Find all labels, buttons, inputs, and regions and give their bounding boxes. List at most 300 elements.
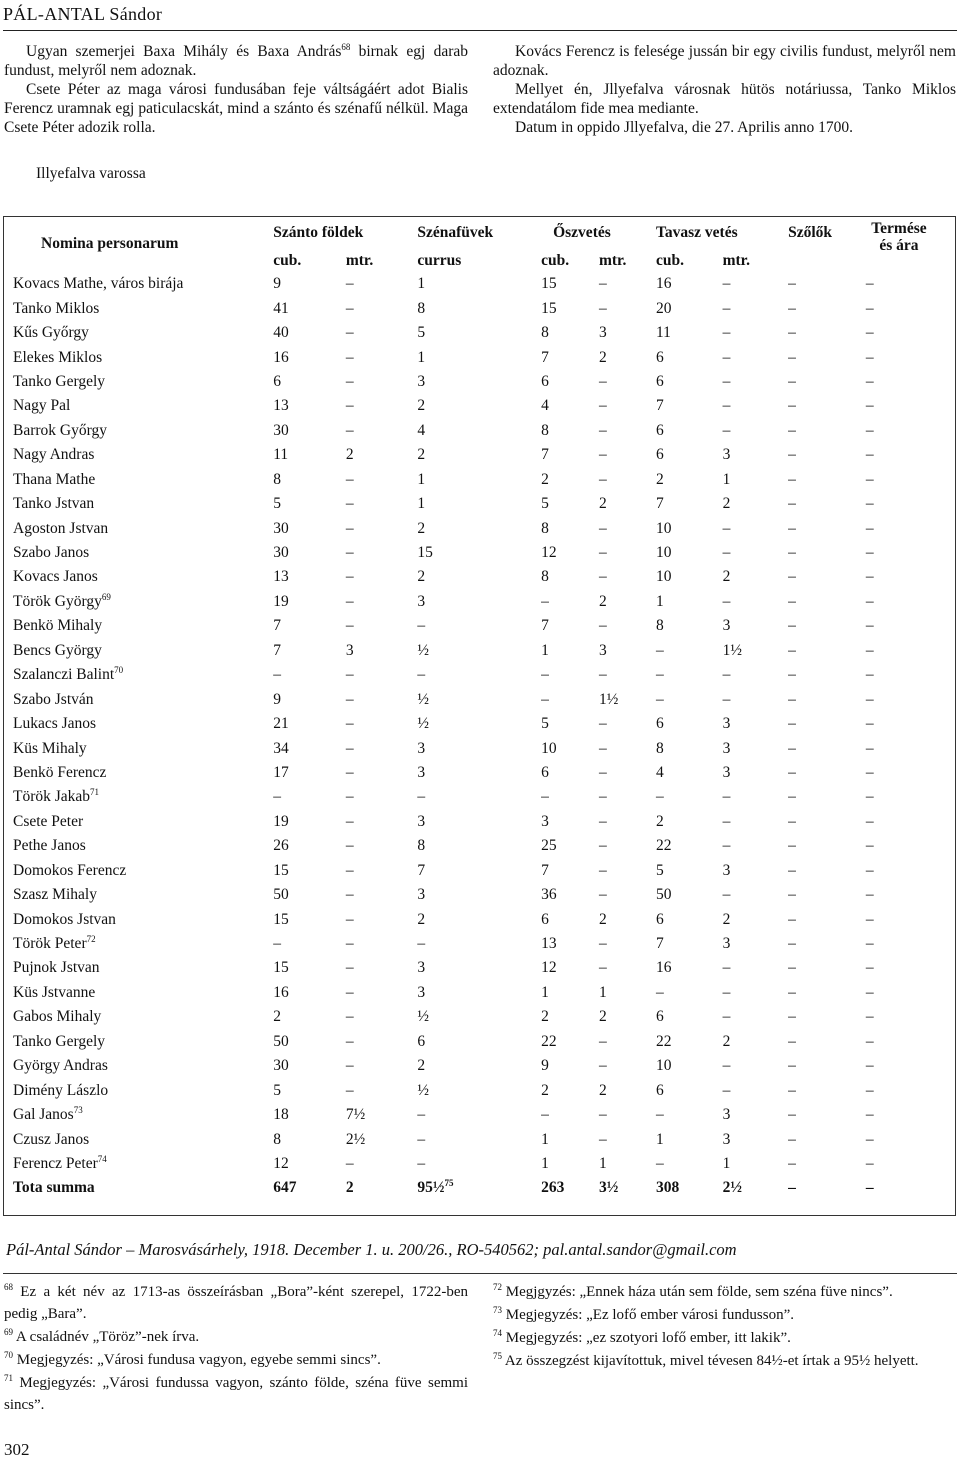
- table-cell: –: [865, 763, 874, 781]
- person-name: [3, 1030, 263, 1054]
- table-row: [3, 1030, 956, 1054]
- table-cell: –: [788, 568, 796, 586]
- table-cell: –: [655, 1154, 664, 1172]
- table-cell: –: [865, 1130, 874, 1148]
- table-cell: 2: [417, 910, 426, 928]
- table-cell: –: [345, 568, 354, 586]
- table-cell: 8: [417, 299, 426, 317]
- person-name: [3, 590, 263, 614]
- person-name: [3, 272, 263, 296]
- table-cell: –: [417, 788, 426, 806]
- table-cell: 25: [541, 837, 557, 855]
- table-cell: –: [865, 1057, 874, 1075]
- table-cell: 3: [598, 324, 607, 342]
- table-cell: –: [655, 788, 664, 806]
- table-cell: 22: [655, 837, 672, 855]
- table-cell: –: [788, 1081, 796, 1099]
- subheader-cell: currus: [417, 252, 462, 269]
- table-cell: –: [722, 666, 731, 684]
- table-row: [3, 370, 956, 394]
- header-szolok: Szőlők: [788, 224, 833, 241]
- table-cell: –: [788, 715, 796, 733]
- person-name-text: Agoston Jstvan: [13, 519, 109, 537]
- table-cell: 3: [722, 1106, 731, 1124]
- person-name: [3, 932, 263, 956]
- table-cell: 2: [417, 1057, 426, 1075]
- footnote: [4, 1372, 468, 1416]
- table-cell: –: [788, 397, 796, 415]
- table-cell: –: [865, 1154, 874, 1172]
- footnote-number: 73: [493, 1305, 502, 1315]
- table-cell: –: [788, 739, 796, 757]
- footnote: [4, 1326, 468, 1348]
- table-cell: –: [865, 1106, 874, 1124]
- table-cell: 2: [655, 470, 664, 488]
- table-cell: 15: [273, 861, 289, 879]
- table-row: [3, 1103, 956, 1127]
- table-cell: –: [788, 421, 796, 439]
- table-cell: –: [655, 983, 664, 1001]
- table-cell: 26: [273, 837, 289, 855]
- table-cell: –: [598, 788, 607, 806]
- table-cell: 11: [655, 324, 671, 342]
- table-cell: –: [655, 641, 664, 659]
- table-cell: –: [598, 275, 607, 293]
- table-cell: –: [598, 959, 607, 977]
- table-cell: 15: [541, 275, 557, 293]
- table-cell: 5: [541, 715, 549, 733]
- total-value: 95½: [417, 1179, 445, 1197]
- table-cell: 2: [273, 1008, 281, 1026]
- table-cell: ½: [417, 715, 430, 733]
- table-cell: 2: [345, 446, 354, 464]
- total-value: 2½: [722, 1179, 742, 1197]
- table-header-row: [3, 216, 956, 250]
- table-cell: 4: [541, 397, 549, 415]
- person-name: [3, 419, 263, 443]
- table-cell: –: [865, 275, 874, 293]
- table-cell: 50: [655, 886, 672, 904]
- person-name: [3, 834, 263, 858]
- footnote-number: 72: [493, 1282, 502, 1292]
- table-cell: –: [788, 959, 796, 977]
- table-cell: 22: [655, 1032, 672, 1050]
- footnote-number: 68: [4, 1282, 13, 1292]
- table-cell: 2: [598, 495, 607, 513]
- person-name-text: Küs Jstvanne: [13, 983, 96, 1001]
- table-cell: 6: [655, 715, 664, 733]
- table-cell: 2: [598, 910, 607, 928]
- table-cell: –: [788, 299, 796, 317]
- table-cell: –: [788, 861, 796, 879]
- table-cell: –: [788, 1008, 796, 1026]
- table-cell: 3: [722, 935, 731, 953]
- table-cell: 7: [655, 495, 664, 513]
- table-cell: –: [865, 861, 874, 879]
- person-name: [3, 663, 263, 687]
- table-cell: –: [598, 372, 607, 390]
- table-cell: 3: [722, 1130, 731, 1148]
- table-cell: 4: [417, 421, 426, 439]
- subheader-cell: cub.: [273, 252, 302, 269]
- table-cell: 20: [655, 299, 672, 317]
- table-row: [3, 1005, 956, 1029]
- table-cell: 2: [722, 495, 731, 513]
- table-cell: –: [598, 812, 607, 830]
- table-cell: –: [598, 470, 607, 488]
- table-row: [3, 516, 956, 540]
- person-name-text: Szabo Janos: [13, 544, 90, 562]
- table-cell: –: [345, 275, 354, 293]
- table-cell: 10: [655, 519, 672, 537]
- running-header: [3, 0, 957, 31]
- left-paragraph: [4, 42, 468, 137]
- paragraph-text: Ugyan szemerjei Baxa Mihály és Baxa András: [26, 43, 342, 60]
- table-cell: –: [788, 666, 796, 684]
- table-cell: 8: [273, 1130, 281, 1148]
- table-cell: 10: [541, 739, 557, 757]
- table-cell: –: [865, 421, 874, 439]
- footnote-ref: 73: [73, 1104, 83, 1115]
- table-cell: –: [417, 1106, 426, 1124]
- table-cell: 21: [273, 715, 289, 733]
- table-cell: 30: [273, 1057, 289, 1075]
- table-cell: –: [598, 299, 607, 317]
- total-cell: [589, 1176, 646, 1200]
- table-cell: –: [345, 544, 354, 562]
- table-cell: 6: [655, 1081, 664, 1099]
- person-name: [3, 468, 263, 492]
- table-cell: 16: [273, 983, 289, 1001]
- table-cell: –: [345, 1032, 354, 1050]
- total-row: [3, 1176, 956, 1200]
- person-name: [3, 1005, 263, 1029]
- table-cell: –: [345, 812, 354, 830]
- table-cell: 12: [273, 1154, 289, 1172]
- table-row: [3, 712, 956, 736]
- total-value: 308: [655, 1179, 680, 1197]
- table-cell: 10: [655, 568, 672, 586]
- person-name-text: Barrok Győrgy: [13, 421, 107, 439]
- table-cell: 1: [541, 1130, 549, 1148]
- table-cell: –: [865, 641, 874, 659]
- table-cell: –: [345, 886, 354, 904]
- table-cell: –: [788, 372, 796, 390]
- person-name-text: Ferencz Peter: [13, 1154, 98, 1172]
- table-cell: 2: [655, 812, 664, 830]
- table-cell: –: [345, 983, 354, 1001]
- table-cell: –: [865, 1008, 874, 1026]
- table-row: [3, 883, 956, 907]
- table-cell: 22: [541, 1032, 557, 1050]
- table-cell: –: [865, 470, 874, 488]
- table-cell: –: [345, 1154, 354, 1172]
- table-cell: 5: [541, 495, 549, 513]
- table-cell: 2: [598, 348, 607, 366]
- table-row: [3, 394, 956, 418]
- total-cell: [646, 1176, 713, 1200]
- footnote-text: A családnév „Töröz”-nek írva.: [13, 1329, 200, 1345]
- table-cell: 13: [273, 397, 289, 415]
- table-row: [3, 345, 956, 369]
- table-cell: 6: [541, 763, 549, 781]
- table-cell: –: [788, 495, 796, 513]
- table-cell: 3: [417, 812, 426, 830]
- table-row: [3, 663, 956, 687]
- table-cell: –: [865, 739, 874, 757]
- table-cell: –: [598, 715, 607, 733]
- person-name: [3, 981, 263, 1005]
- person-name-text: Csete Peter: [13, 812, 84, 830]
- table-cell: –: [598, 617, 607, 635]
- footnote-text: Megjegyzés: „Városi fundusa vagyon, egyebe semmi sincs”.: [13, 1352, 381, 1368]
- table-row: [3, 321, 956, 345]
- table-cell: –: [417, 666, 426, 684]
- table-cell: –: [722, 275, 731, 293]
- person-name: [3, 370, 263, 394]
- table-cell: 6: [655, 372, 664, 390]
- person-name: [3, 736, 263, 760]
- total-value: 2: [345, 1179, 354, 1197]
- person-name-text: Czusz Janos: [13, 1130, 90, 1148]
- table-cell: –: [273, 935, 281, 953]
- person-name-text: Gal Janos: [13, 1106, 74, 1124]
- table-cell: –: [788, 1106, 796, 1124]
- table-cell: 8: [655, 617, 664, 635]
- total-cell: [531, 1176, 589, 1200]
- table-row: [3, 614, 956, 638]
- table-cell: –: [722, 837, 731, 855]
- person-name: [3, 1054, 263, 1078]
- table-cell: –: [788, 1130, 796, 1148]
- person-name: [3, 1078, 263, 1102]
- table-cell: –: [598, 544, 607, 562]
- person-name-text: Pethe Janos: [13, 837, 86, 855]
- table-cell: 1: [417, 348, 426, 366]
- table-cell: 16: [655, 959, 672, 977]
- person-name: [3, 394, 263, 418]
- table-cell: –: [598, 666, 607, 684]
- table-cell: 12: [541, 959, 557, 977]
- table-cell: ½: [417, 1081, 430, 1099]
- table-cell: –: [788, 763, 796, 781]
- total-value: 3½: [598, 1179, 619, 1197]
- table-cell: –: [345, 372, 354, 390]
- person-name-text: Bencs György: [13, 641, 102, 659]
- total-cell: [713, 1176, 779, 1200]
- table-cell: –: [345, 861, 354, 879]
- table-cell: 10: [655, 544, 672, 562]
- table-cell: –: [865, 617, 874, 635]
- right-paragraph: [493, 42, 956, 137]
- table-cell: 3: [722, 617, 731, 635]
- table-cell: 41: [273, 299, 289, 317]
- person-name: [3, 639, 263, 663]
- table-cell: 18: [273, 1106, 289, 1124]
- table-cell: 1: [598, 1154, 607, 1172]
- table-cell: 1: [655, 1130, 664, 1148]
- left-paragraph-line: [4, 42, 468, 80]
- table-cell: 9: [273, 690, 281, 708]
- table-cell: –: [345, 299, 354, 317]
- footnote: [493, 1327, 956, 1349]
- table-cell: –: [722, 690, 731, 708]
- table-cell: –: [788, 446, 796, 464]
- table-cell: –: [345, 617, 354, 635]
- table-cell: –: [722, 544, 731, 562]
- person-name-text: Benkö Ferencz: [13, 763, 107, 781]
- table-cell: –: [345, 592, 354, 610]
- table-row: [3, 1152, 956, 1176]
- table-cell: –: [598, 446, 607, 464]
- table-cell: –: [865, 812, 874, 830]
- person-name: [3, 1103, 263, 1127]
- table-row: [3, 272, 956, 296]
- table-cell: –: [345, 495, 354, 513]
- table-cell: 1: [417, 495, 426, 513]
- table-cell: 15: [273, 959, 289, 977]
- table-cell: –: [598, 837, 607, 855]
- table-cell: 8: [541, 568, 549, 586]
- header-termese-line2: és ára: [879, 237, 919, 254]
- table-cell: –: [788, 886, 796, 904]
- table-cell: –: [788, 983, 796, 1001]
- table-cell: 7: [655, 397, 664, 415]
- table-row: [3, 1054, 956, 1078]
- table-cell: 3: [417, 983, 426, 1001]
- table-row: [3, 907, 956, 931]
- total-value: 647: [273, 1179, 297, 1197]
- footnote-text: Megjegyzés: „Ez lofő ember városi fundusson”.: [502, 1307, 794, 1323]
- table-cell: –: [345, 397, 354, 415]
- table-cell: 6: [655, 910, 664, 928]
- table-row: [3, 736, 956, 760]
- table-cell: 30: [273, 544, 289, 562]
- table-cell: 6: [655, 446, 664, 464]
- table-cell: –: [598, 886, 607, 904]
- table-cell: 1: [722, 470, 731, 488]
- person-name-text: Nagy Andras: [13, 446, 95, 464]
- table-cell: –: [345, 348, 354, 366]
- table-cell: –: [788, 617, 796, 635]
- table-cell: –: [598, 421, 607, 439]
- table-cell: –: [722, 299, 731, 317]
- right-paragraph-line: Kovács Ferencz is felesége jussán bir egy civilis fundust, melyről nem adoznak.: [493, 43, 956, 79]
- person-name: [3, 321, 263, 345]
- table-cell: 40: [273, 324, 289, 342]
- table-cell: –: [788, 1057, 796, 1075]
- right-paragraph-line: Datum in oppido Jllyefalva, die 27. Aprilis anno 1700.: [515, 119, 853, 136]
- table-cell: –: [345, 935, 354, 953]
- right-paragraph-line: Mellyet én, Jllyefalva városnak hütös notáriussa, Tanko Miklos extendatálom fide mea mediante.: [493, 81, 956, 117]
- table-cell: 3: [722, 715, 731, 733]
- table-cell: –: [345, 690, 354, 708]
- footnote-text: Ez a két név az 1713-as összeírásban „Bora”-ként szerepel, 1722-ben pedig „Bara”.: [4, 1284, 468, 1322]
- table-cell: –: [273, 666, 281, 684]
- table-cell: –: [722, 372, 731, 390]
- person-name-text: György Andras: [13, 1057, 108, 1075]
- table-cell: 1: [541, 641, 549, 659]
- table-cell: 9: [541, 1057, 549, 1075]
- header-osz: Őszvetés: [553, 224, 611, 241]
- table-cell: –: [722, 519, 731, 537]
- table-cell: –: [788, 1154, 796, 1172]
- subheader-cell: cub.: [655, 252, 684, 269]
- person-name-text: Török György: [13, 592, 102, 610]
- paragraph-text: Csete Péter az maga városi fundusában feje váltságáért adot Bialis Ferencz uramnak egj paticulacskát, mind a szánto és szénafű nélkül. Maga Csete Péter adozik rolla.: [4, 81, 468, 136]
- table-cell: 3: [417, 372, 426, 390]
- table-cell: 11: [273, 446, 289, 464]
- table-cell: –: [788, 788, 796, 806]
- table-row: [3, 468, 956, 492]
- table-row: [3, 834, 956, 858]
- table-cell: –: [345, 788, 354, 806]
- table-cell: ½: [417, 1008, 430, 1026]
- table-cell: –: [788, 935, 796, 953]
- total-value: –: [865, 1179, 874, 1197]
- table-cell: 3: [722, 739, 731, 757]
- table-cell: 8: [417, 837, 426, 855]
- subheader-cell-empty: [778, 250, 856, 272]
- table-cell: –: [655, 1106, 664, 1124]
- table-cell: –: [345, 470, 354, 488]
- table-cell: 2: [417, 568, 426, 586]
- table-cell: 16: [655, 275, 672, 293]
- person-name: [3, 443, 263, 467]
- table-cell: –: [788, 544, 796, 562]
- table-cell: 2: [722, 1032, 731, 1050]
- table-cell: 6: [655, 348, 664, 366]
- table-cell: –: [722, 788, 731, 806]
- person-name-text: Tanko Gergely: [13, 372, 106, 390]
- table-cell: 3: [598, 641, 607, 659]
- table-cell: 6: [273, 372, 281, 390]
- table-cell: 6: [655, 421, 664, 439]
- table-cell: –: [865, 983, 874, 1001]
- table-cell: –: [788, 837, 796, 855]
- footnote-text: Az összegzést kijavítottuk, mivel tévesen 84½-et írtak a 95½ helyett.: [502, 1353, 919, 1369]
- table-cell: 6: [541, 910, 549, 928]
- table-cell: 2: [598, 1081, 607, 1099]
- table-cell: 5: [655, 861, 664, 879]
- table-cell: 8: [273, 470, 281, 488]
- person-name: [3, 296, 263, 320]
- header-termese-line1: Termése: [871, 220, 927, 237]
- table-cell: –: [788, 519, 796, 537]
- table-cell: –: [722, 1057, 731, 1075]
- table-cell: 7: [417, 861, 426, 879]
- table-cell: 3: [417, 592, 426, 610]
- footnote-number: 74: [493, 1328, 502, 1338]
- table-row: [3, 981, 956, 1005]
- table-cell: –: [865, 666, 874, 684]
- table-cell: ½: [417, 690, 430, 708]
- person-name-text: Tanko Gergely: [13, 1032, 106, 1050]
- table-cell: –: [345, 1081, 354, 1099]
- table-cell: 6: [541, 372, 549, 390]
- table-cell: –: [722, 886, 731, 904]
- table-row: [3, 1078, 956, 1102]
- table-cell: 15: [541, 299, 557, 317]
- table-cell: 7: [273, 641, 281, 659]
- footnotes-left: [4, 1281, 468, 1417]
- table-cell: –: [598, 397, 607, 415]
- table-cell: 8: [541, 421, 549, 439]
- table-cell: –: [417, 1130, 426, 1148]
- table-row: [3, 419, 956, 443]
- person-name: [3, 492, 263, 516]
- table-cell: 36: [541, 886, 557, 904]
